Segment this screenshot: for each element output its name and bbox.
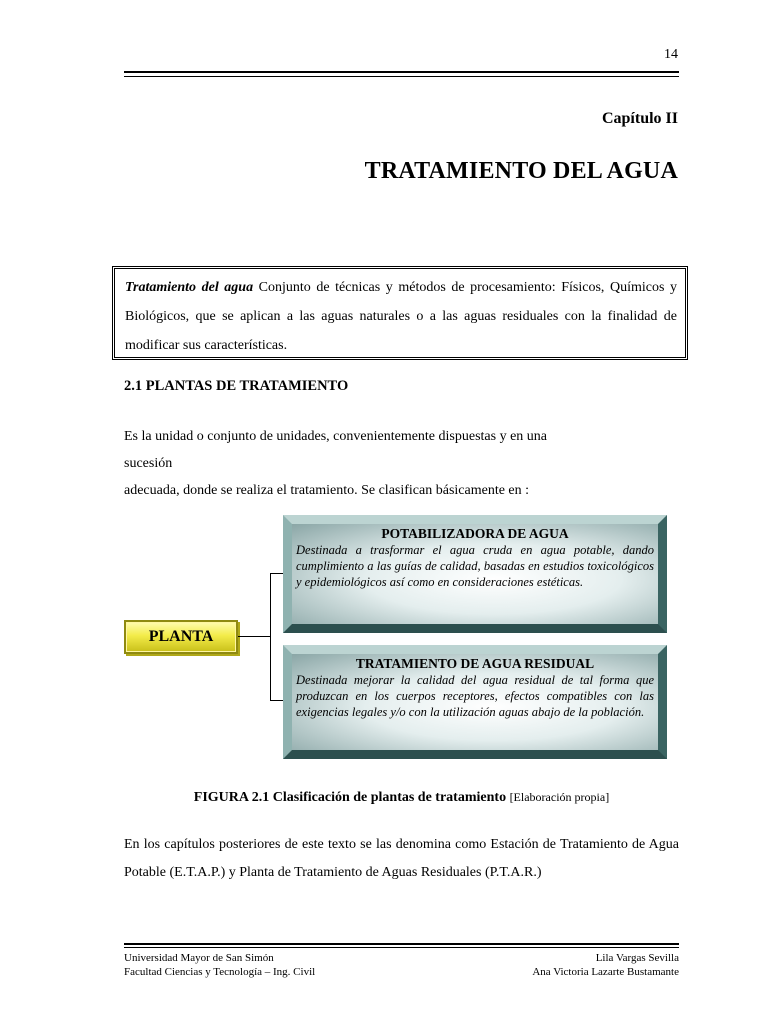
diagram-box-agua-residual bbox=[283, 645, 667, 759]
footer-left bbox=[124, 951, 315, 979]
section-heading: 2.1 PLANTAS DE TRATAMIENTO bbox=[124, 378, 349, 394]
box-title: TRATAMIENTO DE AGUA RESIDUAL bbox=[355, 656, 595, 671]
figure-caption-title: FIGURA 2.1 Clasificación de plantas de tratamiento bbox=[193, 790, 507, 805]
footer-faculty: Facultad Ciencias y Tecnología – Ing. Civil bbox=[124, 966, 316, 978]
figure-caption-source: [Elaboración propia] bbox=[509, 790, 610, 804]
connector-branch-2 bbox=[270, 700, 284, 701]
figure-caption bbox=[124, 790, 679, 806]
definition-text: Conjunto de técnicas y métodos de procesamiento: Físicos, Químicos y Biológicos, que se aplican a las aguas naturales o a las aguas residuales con la finalidad de modificar sus características. bbox=[125, 280, 677, 353]
diagram-box-potabilizadora bbox=[283, 515, 667, 633]
box-description: Destinada a trasformar el agua cruda en agua potable, dando cumplimiento a las guías de calidad, basadas en estudios toxicológicos y epidemiológicos así como en consideraciones estéticas. bbox=[296, 543, 654, 589]
box-description: Destinada mejorar la calidad del agua residual de tal forma que produzcan en los cuerpos receptores, efectos compatibles con las exigencias legales y/o con la utilización aguas abajo de la población. bbox=[296, 673, 654, 719]
box-title: POTABILIZADORA DE AGUA bbox=[381, 526, 569, 541]
intro-line-2: adecuada, donde se realiza el tratamiento. Se clasifican básicamente en : bbox=[124, 483, 530, 498]
footer-author-1: Lila Vargas Sevilla bbox=[595, 952, 679, 964]
definition-term: Tratamiento del agua bbox=[125, 280, 254, 295]
footer-author-2: Ana Victoria Lazarte Bustamante bbox=[532, 966, 679, 978]
chapter-label: Capítulo II bbox=[601, 110, 678, 127]
footer-rule bbox=[124, 943, 679, 948]
intro-line-1: Es la unidad o conjunto de unidades, convenientemente dispuestas y en una sucesión bbox=[124, 429, 548, 471]
connector-root bbox=[238, 636, 271, 637]
connector-branch-1 bbox=[270, 573, 284, 574]
connector-trunk bbox=[270, 573, 271, 701]
page-number: 14 bbox=[664, 47, 678, 62]
header-rule bbox=[124, 71, 679, 77]
intro-paragraph bbox=[124, 423, 594, 504]
chapter-title: TRATAMIENTO DEL AGUA bbox=[364, 158, 678, 184]
footer-university: Universidad Mayor de San Simón bbox=[124, 952, 274, 964]
closing-paragraph: En los capítulos posteriores de este texto se las denomina como Estación de Tratamiento de Agua Potable (E.T.A.P.) y Planta de Tratamiento de Aguas Residuales (P.T.A.R.) bbox=[124, 837, 679, 880]
definition-box bbox=[112, 266, 688, 360]
footer-right bbox=[532, 951, 679, 979]
diagram-root-planta: PLANTA bbox=[124, 620, 238, 654]
